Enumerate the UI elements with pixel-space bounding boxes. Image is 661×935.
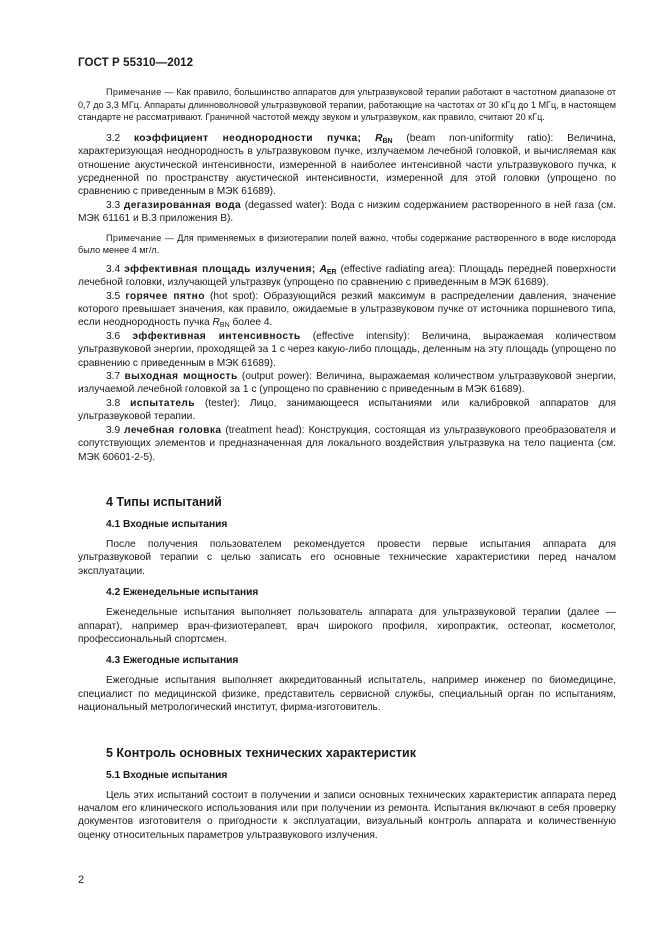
note-label: Примечание	[106, 232, 162, 243]
note-1	[78, 86, 616, 124]
term: эффективная интенсивность	[132, 330, 301, 342]
clause-number: 3.8	[106, 397, 131, 409]
definition-3-2	[78, 132, 616, 199]
definition-text: (hot spot): Образующийся резкий максимум в распределении давления, значение которого превышает значения, как правило, ожидаемые в ультразвуковом пучке от источника поршневого типа, если неоднородность пучка	[78, 290, 617, 329]
subsection-4-1-heading: 4.1 Входные испытания	[106, 518, 228, 530]
subsection-5-1-heading: 5.1 Входные испытания	[106, 769, 228, 781]
term: эффективная площадь излучения;	[124, 263, 316, 275]
note-label: Примечание	[106, 87, 162, 97]
clause-number: 3.2	[106, 132, 134, 144]
definition-3-8	[78, 397, 616, 424]
section-5-heading: 5 Контроль основных технических характеристик	[106, 745, 416, 760]
definition-3-3	[78, 199, 616, 226]
definition-text: (degassed water): Вода с низким содержанием растворенного в ней газа (см. МЭК 61161 и В.3 приложения В).	[78, 199, 617, 225]
definition-3-7	[78, 370, 616, 397]
clause-number: 3.3	[106, 199, 124, 211]
page-content	[78, 86, 616, 842]
subsection-4-3-text: Ежегодные испытания выполняет аккредитованный испытатель, например инженер по биомедицине, специалист по медицинской физике, представитель сервисной службы, специальный орган по испытаниям, национальный метрологический институт, фирма-изготовитель.	[78, 675, 616, 714]
subsection-5-1-text: Цель этих испытаний состоит в получении и записи основных технических характеристик аппарата перед началом его клинического использования или при получении из ремонта. Испытания включают в себя проверку документов изготовителя о пригодности к эксплуатации, визуальный контроль аппарата и количественную оценку относительных параметров ультразвукового излучения.	[78, 789, 616, 841]
clause-number: 3.5	[106, 290, 126, 302]
term: испытатель	[130, 397, 195, 409]
definition-text: (beam non-uniformity ratio): Величина, характеризующая неоднородность в ультразвуковом пучке, излучаемом лечебной головкой, и вычисляемая как отношение акустической интенсивности, измеренной в наиболее интенсивной части ультразвукового пучка, к усредненной по пространству акустической интенсивности, измеренной для этой головки (упрощено по сравнению с приведенным в МЭК 61689).	[78, 132, 616, 198]
definition-text: (treatment head): Конструкция, состоящая из ультразвукового преобразователя и сопутствующих элементов и предназначенная для локального воздействия ультразвука на тело пациента (см. МЭК 60601-2-5).	[78, 424, 617, 463]
term: лечебная головка	[124, 424, 222, 436]
note-text: — Для применяемых в физиотерапии полей важно, чтобы содержание растворенного в воде кислорода было менее 4 мг/л.	[78, 232, 616, 256]
document-header: ГОСТ Р 55310—2012	[78, 57, 194, 69]
term: коэффициент неоднородности пучка;	[133, 132, 362, 144]
clause-number: 3.9	[106, 424, 125, 436]
subsection-4-2-text: Еженедельные испытания выполняет пользователь аппарата для ультразвуковой терапии (далее — аппарат), например врач-физиотерапевт, врач широкого профиля, хиропрактик, остеопат, косметолог, профессиональный спортсмен.	[78, 607, 616, 645]
section-4-heading: 4 Типы испытаний	[106, 494, 222, 509]
definition-3-4	[78, 263, 616, 290]
term: дегазированная вода	[123, 199, 242, 211]
definition-text-end: более 4.	[229, 317, 273, 329]
symbol-subscript: BN	[382, 137, 393, 145]
page-number: 2	[78, 874, 85, 886]
symbol: R	[375, 132, 383, 144]
term: горячее пятно	[125, 290, 205, 302]
symbol: A	[319, 263, 327, 275]
note-text: — Как правило, большинство аппаратов для ультразвуковой терапии работают в частотном диапазоне от 0,7 до 3,3 МГц. Аппараты длинноволновой ультразвуковой терапии, работающие на частотах от 30 кГц до 1 МГц, в настоящем стандарте не рассматривают. Граничной частотой между звуком и ультразвуком, как правило, считают 20 кГц.	[78, 87, 616, 123]
subsection-4-1-text: После получения пользователем рекомендуется провести первые испытания аппарата для ультразвуковой терапии с целью записать его основные технические характеристики перед началом эксплуатации.	[78, 538, 616, 577]
subsection-4-3-heading: 4.3 Ежегодные испытания	[106, 655, 239, 667]
symbol-subscript: ER	[326, 268, 337, 276]
definition-text: (output power): Величина, выражаемая количеством ультразвуковой энергии, излучаемой лечебной головкой за 1 с (упрощено по сравнению с приведенным в МЭК 61689).	[78, 371, 616, 396]
definition-3-9	[78, 424, 616, 464]
definition-text: (tester): Лицо, занимающееся испытаниями или калибровкой аппаратов для ультразвуковой терапии.	[78, 397, 616, 423]
clause-number: 3.6	[106, 330, 133, 342]
definition-text: (effective intensity): Величина, выражаемая количеством ультразвуковой энергии, проходящей за 1 с через какую-либо площадь, деленным на эту площадь (упрощено по сравнению с приведенным в МЭК 61689).	[78, 330, 616, 369]
clause-number: 3.4	[106, 263, 125, 275]
definition-text: (effective radiating area): Площадь передней поверхности лечебной головки, излучающей ультразвук (упрощено по сравнению с приведенным в МЭК 61689).	[78, 263, 616, 289]
definition-3-5	[78, 290, 616, 330]
definition-3-6	[78, 330, 616, 370]
symbol-subscript: BN	[219, 322, 230, 330]
note-2	[78, 232, 616, 257]
clause-number: 3.7	[106, 371, 125, 383]
subsection-4-2-heading: 4.2 Еженедельные испытания	[106, 587, 259, 599]
symbol: R	[212, 317, 220, 329]
term: выходная мощность	[124, 371, 238, 383]
